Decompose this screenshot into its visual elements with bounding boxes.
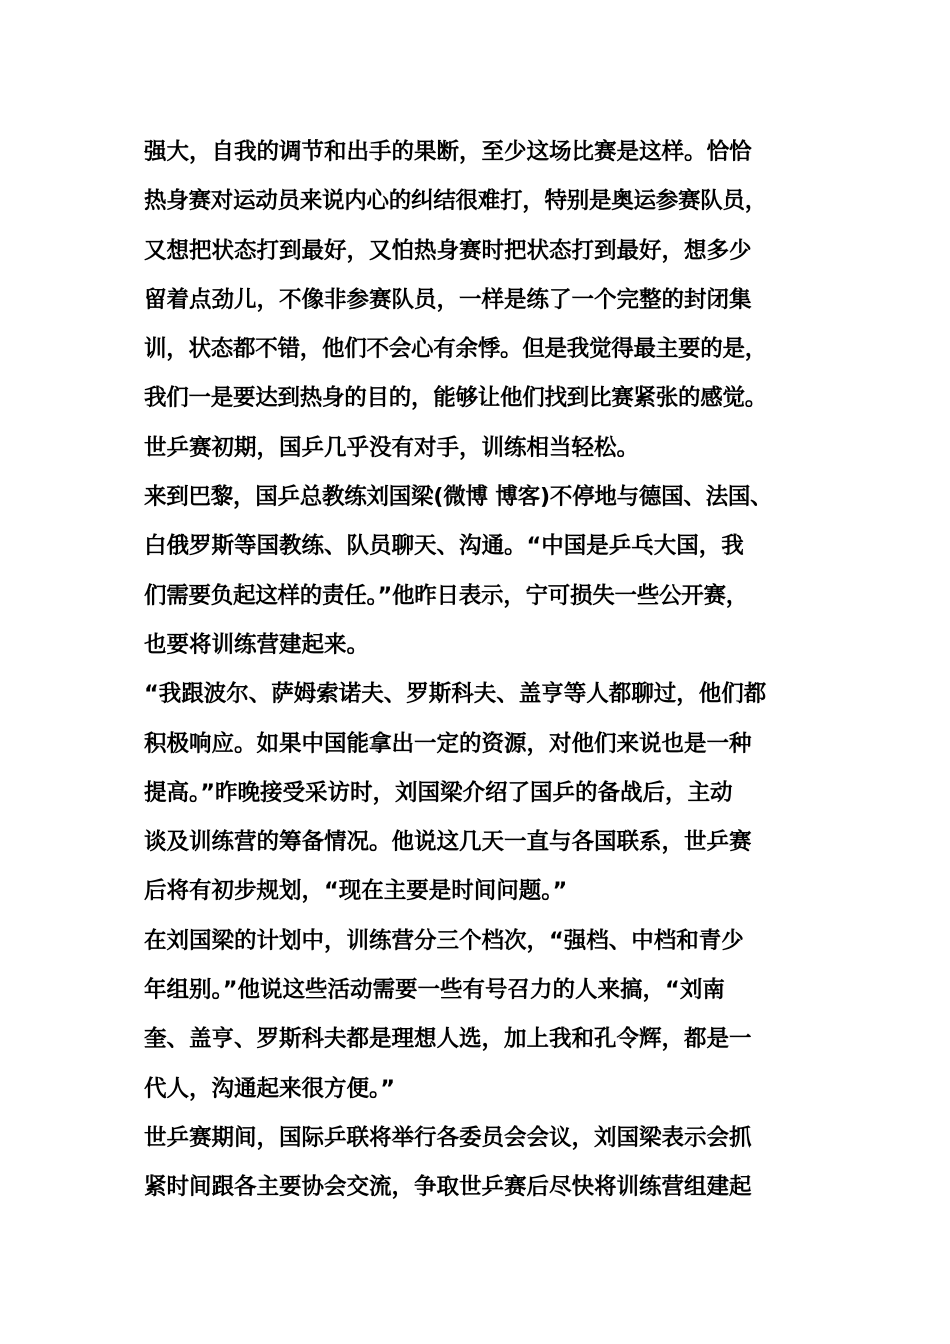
text-line: 提高。”昨晚接受采访时，刘国梁介绍了国乒的备战后，主动 xyxy=(144,779,733,806)
text-line: 留着点劲儿，不像非参赛队员，一样是练了一个完整的封闭集 xyxy=(144,286,752,313)
text-line: 奎、盖亨、罗斯科夫都是理想人选，加上我和孔令辉，都是一 xyxy=(144,1026,752,1053)
text-line: 后将有初步规划，“现在主要是时间问题。” xyxy=(144,878,568,905)
text-line: 世乒赛初期，国乒几乎没有对手，训练相当轻松。 xyxy=(144,434,640,461)
text-line: 热身赛对运动员来说内心的纠结很难打，特别是奥运参赛队员， xyxy=(144,188,768,215)
text-line: 代人，沟通起来很方便。” xyxy=(144,1075,396,1102)
text-line: “我跟波尔、萨姆索诺夫、罗斯科夫、盖亨等人都聊过，他们都 xyxy=(144,681,767,708)
text-line: 年组别。”他说这些活动需要一些有号召力的人来搞，“刘南 xyxy=(144,977,725,1004)
text-line: 世乒赛期间，国际乒联将举行各委员会会议，刘国梁表示会抓 xyxy=(144,1124,752,1151)
text-line: 训，状态都不错，他们不会心有余悸。但是我觉得最主要的是， xyxy=(144,336,768,363)
text-line: 又想把状态打到最好，又怕热身赛时把状态打到最好，想多少 xyxy=(144,237,752,264)
text-line: 来到巴黎，国乒总教练刘国梁(微博 博客)不停地与德国、法国、 xyxy=(144,484,773,511)
text-line: 白俄罗斯等国教练、队员聊天、沟通。“中国是乒乓大国，我 xyxy=(144,533,744,560)
text-line: 也要将训练营建起来。 xyxy=(144,631,370,658)
text-line: 在刘国梁的计划中，训练营分三个档次，“强档、中档和青少 xyxy=(144,927,744,954)
text-line: 谈及训练营的筹备情况。他说这几天一直与各国联系，世乒赛 xyxy=(144,829,752,856)
text-line: 紧时间跟各主要协会交流，争取世乒赛后尽快将训练营组建起 xyxy=(144,1174,752,1201)
article-body xyxy=(144,128,834,1213)
text-line: 我们一是要达到热身的目的，能够让他们找到比赛紧张的感觉。 xyxy=(144,385,768,412)
text-line: 们需要负起这样的责任。”他昨日表示，宁可损失一些公开赛， xyxy=(144,582,749,609)
text-line: 积极响应。如果中国能拿出一定的资源，对他们来说也是一种 xyxy=(144,730,752,757)
text-line: 强大，自我的调节和出手的果断，至少这场比赛是这样。恰恰 xyxy=(144,139,752,165)
